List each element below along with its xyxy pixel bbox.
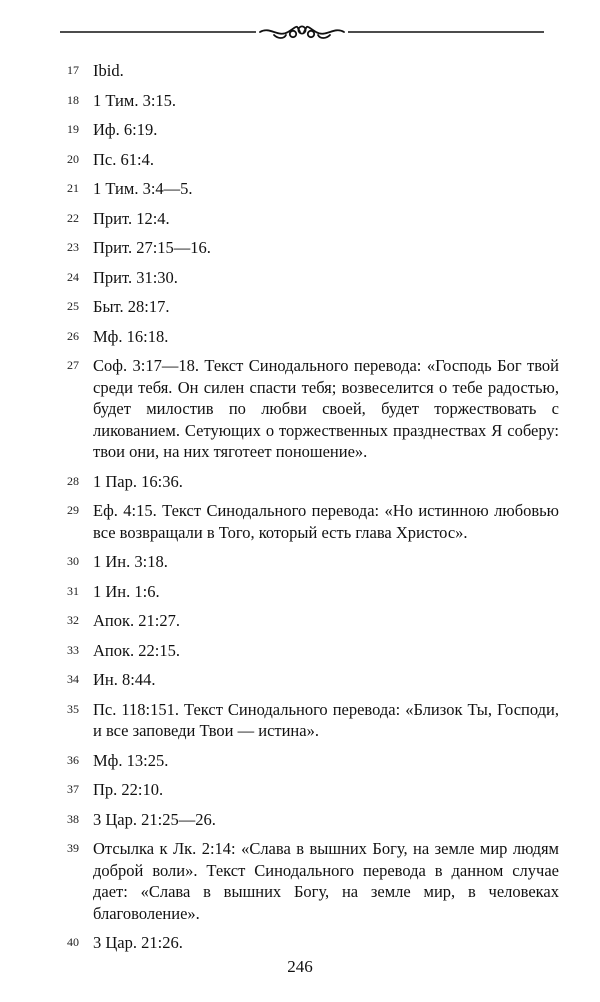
endnote-number: 37 bbox=[67, 782, 79, 796]
endnote-text: 3 Цар. 21:26. bbox=[93, 933, 183, 952]
endnote-number: 24 bbox=[67, 269, 79, 284]
endnote-text: Пр. 22:10. bbox=[93, 780, 164, 799]
endnote-number: 39 bbox=[67, 841, 79, 855]
endnote-number: 38 bbox=[67, 811, 79, 826]
endnote-number: 21 bbox=[67, 181, 79, 195]
endnote-number: 27 bbox=[67, 358, 79, 372]
endnote-number: 25 bbox=[67, 299, 79, 313]
endnote-number: 26 bbox=[67, 328, 79, 343]
endnote-number: 18 bbox=[67, 92, 79, 107]
endnote-number: 17 bbox=[67, 63, 79, 77]
endnote-text: Прит. 27:15—16. bbox=[93, 238, 211, 257]
endnote-number: 29 bbox=[67, 503, 79, 517]
endnote-text: Отсылка к Лк. 2:14: «Слава в вышних Богу, на земле мир людям доброй воли». Текст Синодального перевода в данном случае дает: «Слава в вышних Богу, на земле мир, в человеках благоволение». bbox=[93, 839, 559, 923]
endnote-number: 30 bbox=[67, 554, 79, 568]
endnote-26 bbox=[0, 326, 600, 348]
endnotes-list bbox=[0, 60, 600, 962]
endnote-text: Соф. 3:17—18. Текст Синодального перевода: «Господь Бог твой среди тебя. Он силен спасти тебя; возвеселится о тебе радостью, будет милостив по любви своей, будет торжествовать с ликованием. Сетующих о торжественных празднествах Я соберу: твои они, на них тяготеет поношение». bbox=[93, 356, 559, 461]
endnote-text: 1 Тим. 3:15. bbox=[93, 90, 177, 110]
endnote-18 bbox=[0, 90, 600, 112]
endnote-text: 1 Ин. 1:6. bbox=[93, 581, 160, 601]
endnote-text: Апок. 21:27. bbox=[93, 611, 180, 630]
endnote-34 bbox=[0, 669, 600, 691]
endnote-24 bbox=[0, 267, 600, 289]
endnote-20 bbox=[0, 149, 600, 171]
endnote-37 bbox=[0, 779, 600, 801]
flourish-ornament-icon bbox=[256, 26, 348, 40]
endnote-number: 23 bbox=[67, 240, 79, 254]
endnote-number: 35 bbox=[67, 701, 79, 716]
endnote-text: 1 Ин. 3:18. bbox=[93, 552, 168, 571]
endnote-33 bbox=[0, 640, 600, 662]
endnote-number: 22 bbox=[67, 210, 79, 225]
endnote-36 bbox=[0, 750, 600, 772]
endnote-text: Быт. 28:17. bbox=[93, 297, 170, 316]
endnote-text: Иф. 6:19. bbox=[93, 120, 158, 139]
endnote-27 bbox=[0, 355, 600, 463]
endnote-number: 28 bbox=[67, 473, 79, 488]
endnote-number: 32 bbox=[67, 613, 79, 627]
header-ornament-rule bbox=[60, 22, 544, 46]
endnote-32 bbox=[0, 610, 600, 632]
endnote-30 bbox=[0, 551, 600, 573]
endnote-number: 19 bbox=[67, 122, 79, 136]
endnote-21 bbox=[0, 178, 600, 200]
endnote-39 bbox=[0, 838, 600, 924]
endnote-17 bbox=[0, 60, 600, 82]
endnote-text: Еф. 4:15. Текст Синодального перевода: «Но истинною любовью все возвращали в Того, который есть глава Христос». bbox=[93, 501, 559, 542]
endnote-29 bbox=[0, 500, 600, 543]
endnote-text: Прит. 31:30. bbox=[93, 267, 178, 287]
endnote-35 bbox=[0, 699, 600, 742]
endnote-38 bbox=[0, 809, 600, 831]
endnote-text: Ibid. bbox=[93, 61, 124, 80]
endnote-number: 36 bbox=[67, 752, 79, 767]
endnote-text: Пс. 118:151. Текст Синодального перевода: «Близок Ты, Господи, и все заповеди Твои — истина». bbox=[93, 699, 559, 740]
endnote-text: 1 Тим. 3:4—5. bbox=[93, 179, 193, 198]
endnote-text: Ин. 8:44. bbox=[93, 670, 156, 689]
endnote-23 bbox=[0, 237, 600, 259]
endnote-31 bbox=[0, 581, 600, 603]
endnote-number: 34 bbox=[67, 672, 79, 686]
endnote-19 bbox=[0, 119, 600, 141]
endnote-22 bbox=[0, 208, 600, 230]
endnote-text: 1 Пар. 16:36. bbox=[93, 471, 183, 491]
endnote-number: 20 bbox=[67, 151, 79, 166]
endnote-text: Прит. 12:4. bbox=[93, 208, 170, 228]
page-number: 246 bbox=[287, 957, 313, 976]
endnote-text: 3 Цар. 21:25—26. bbox=[93, 809, 216, 829]
endnote-text: Мф. 13:25. bbox=[93, 750, 169, 770]
endnote-25 bbox=[0, 296, 600, 318]
endnote-number: 33 bbox=[67, 642, 79, 657]
endnote-40 bbox=[0, 932, 600, 954]
endnote-text: Мф. 16:18. bbox=[93, 326, 169, 346]
endnote-text: Апок. 22:15. bbox=[93, 640, 180, 660]
endnote-text: Пс. 61:4. bbox=[93, 149, 154, 169]
endnote-number: 31 bbox=[67, 583, 79, 598]
endnote-number: 40 bbox=[67, 935, 79, 949]
endnote-28 bbox=[0, 471, 600, 493]
